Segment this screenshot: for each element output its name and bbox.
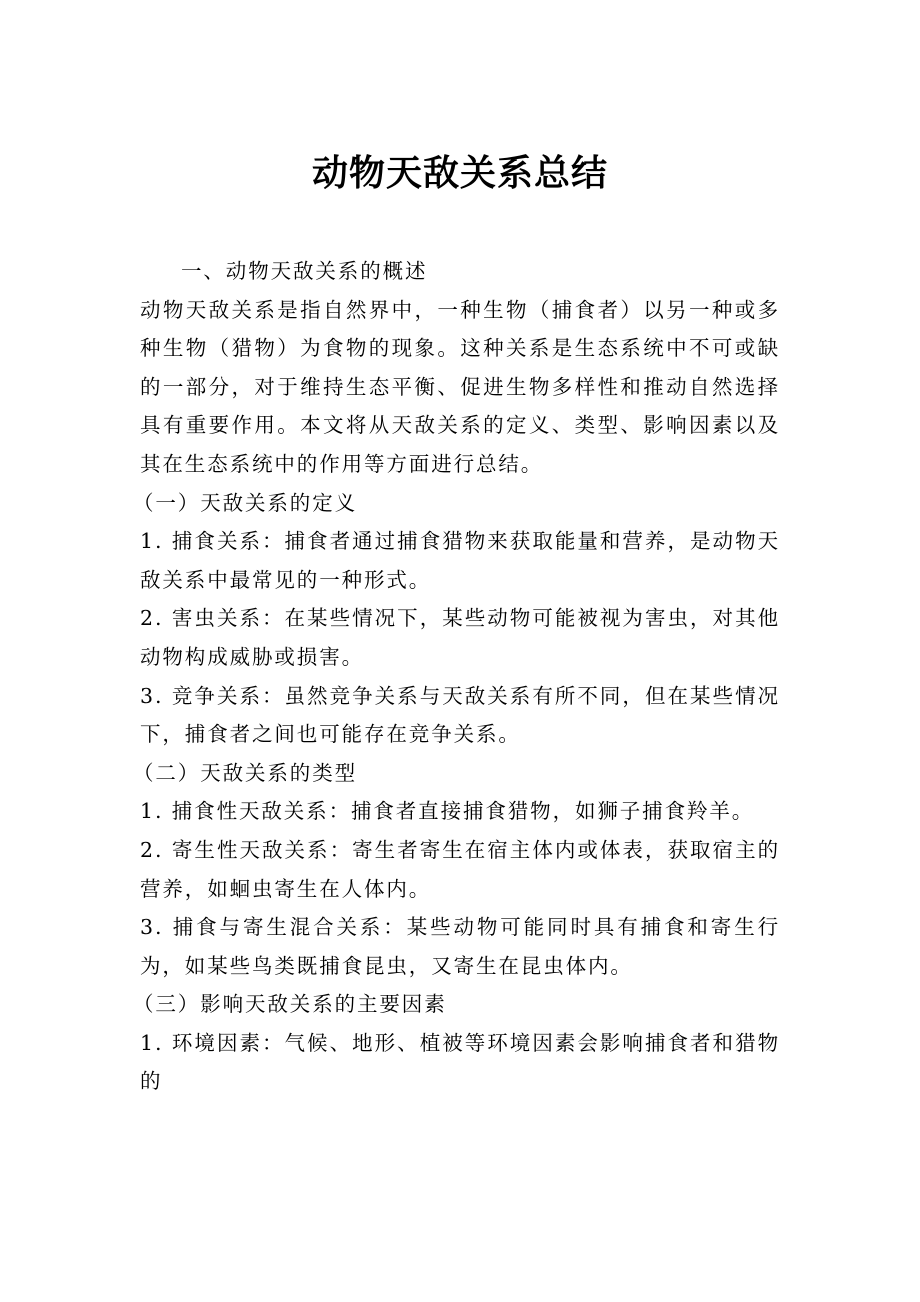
section-heading-types: （二）天敌关系的类型: [133, 760, 357, 785]
section-heading-overview: 一、动物天敌关系的概述: [181, 259, 428, 283]
type-item: 3. 捕食与寄生混合关系：某些动物可能同时具有捕食和寄生行为，如某些鸟类既捕食昆虫，又寄生在昆虫体内。: [140, 915, 780, 978]
definition-item: 2. 害虫关系：在某些情况下，某些动物可能被视为害虫，对其他动物构成威胁或损害。: [140, 606, 780, 669]
document-title: 动物天敌关系总结: [311, 153, 608, 194]
overview-paragraph: 动物天敌关系是指自然界中，一种生物（捕食者）以另一种或多种生物（猎物）为食物的现象。这种关系是生态系统中不可或缺的一部分，对于维持生态平衡、促进生物多样性和推动自然选择具有重要作用。本文将从天敌关系的定义、类型、影响因素以及其在生态系统中的作用等方面进行总结。: [140, 297, 780, 476]
definition-item: 1. 捕食关系：捕食者通过捕食猎物来获取能量和营养，是动物天敌关系中最常见的一种形式。: [140, 529, 780, 592]
section-heading-factors: （三）影响天敌关系的主要因素: [133, 992, 447, 1017]
definition-item: 3. 竞争关系：虽然竞争关系与天敌关系有所不同，但在某些情况下，捕食者之间也可能存在竞争关系。: [140, 683, 780, 747]
type-item: 1. 捕食性天敌关系：捕食者直接捕食猎物，如狮子捕食羚羊。: [140, 799, 755, 824]
section-heading-definition: （一）天敌关系的定义: [133, 490, 357, 515]
type-item: 2. 寄生性天敌关系：寄生者寄生在宿主体内或体表，获取宿主的营养，如蛔虫寄生在人体内。: [140, 837, 780, 901]
factor-item: 1. 环境因素：气候、地形、植被等环境因素会影响捕食者和猎物的: [140, 1030, 780, 1094]
document-body: [133, 252, 780, 1101]
